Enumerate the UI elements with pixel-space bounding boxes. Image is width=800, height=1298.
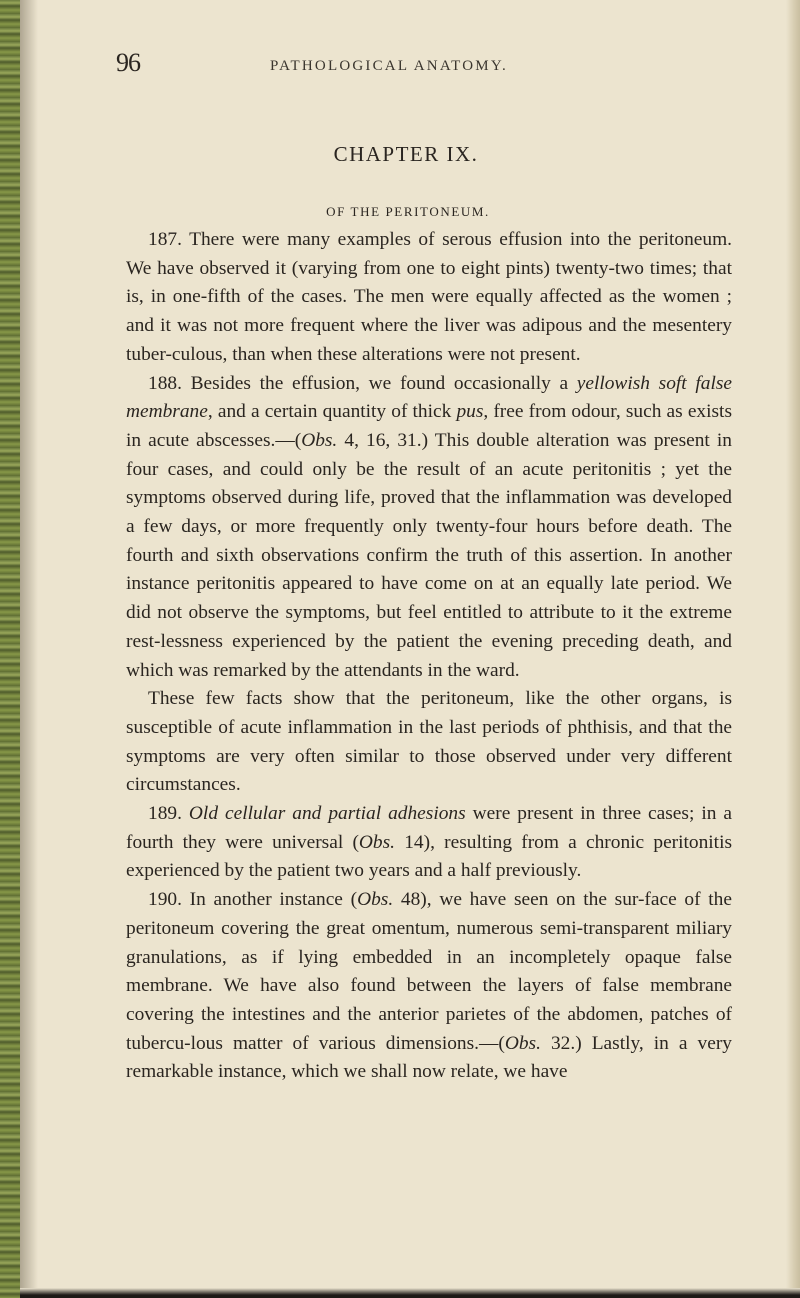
- text-segment: were present in three cases; in a fourth they were universal (: [126, 803, 732, 853]
- chapter-title: CHAPTER IX.: [333, 142, 479, 166]
- text-segment: These few facts show that the peritoneum, like the other organs, is susceptible of acute inflammation in the last periods of phthisis, and that the symptoms are very often similar to those observed under very different circumstances.: [126, 688, 732, 796]
- paragraph: [126, 685, 732, 800]
- text-segment: In another instance (: [181, 889, 358, 911]
- text-segment: 14), resulting from a chronic peritonitis experienced by the patient two years and a half previously.: [126, 831, 733, 882]
- book-binding: [0, 0, 20, 1298]
- text-segment: Obs.: [504, 1032, 541, 1054]
- paragraph-number: 189.: [148, 803, 182, 825]
- text-segment: Obs.: [301, 429, 338, 451]
- page-edge-bottom: [20, 1288, 800, 1298]
- text-segment: Besides the effusion, we found occasionally a: [181, 372, 577, 394]
- text-segment: 32.) Lastly, in a very remarkable instance, which we shall now relate, we have: [126, 1032, 732, 1083]
- page-number: 96: [116, 48, 140, 77]
- text-segment: There were many examples of serous effusion into the peritoneum. We have observed it (varying from one to eight pints) twenty-two times; that is, in one-fifth of the cases. The men were equally affected as the women ; and it was not more frequent where the liver was adipous and the mesentery tuber-culous, than when these alterations were not present.: [126, 229, 732, 365]
- running-head: PATHOLOGICAL ANATOMY.: [270, 58, 508, 74]
- paragraph-number: 190.: [148, 889, 182, 911]
- text-segment: Obs.: [358, 831, 395, 853]
- page-edge-right: [786, 0, 800, 1298]
- paragraph-number: 187.: [148, 229, 182, 250]
- paragraph-number: 188.: [148, 372, 182, 394]
- text-segment: yellowish soft false membrane: [126, 372, 732, 423]
- text-segment: , and a certain quantity of thick: [207, 401, 457, 423]
- text-segment: pus: [456, 401, 484, 423]
- paragraph: [126, 226, 732, 370]
- text-segment: Old cellular and partial adhesions: [188, 803, 466, 825]
- text-segment: 4, 16, 31.) This double alteration was present in four cases, and could only be the result of an acute peritonitis ; yet the symptoms observed during life, proved that the inflammation was developed a few days, or more frequently only twenty-four hours before death. The fourth and sixth observations confirm the truth of this assertion. In another instance peritonitis appeared to have come on at an equally late period. We did not observe the symptoms, but feel entitled to attribute to it the extreme rest-lessness experienced by the patient the evening preceding death, and which was remarked by the attendants in the ward.: [126, 429, 732, 681]
- section-title: OF THE PERITONEUM.: [326, 204, 490, 219]
- paragraph: [126, 800, 732, 886]
- paragraph: [126, 886, 732, 1087]
- text-segment: , free from odour, such as exists in acute abscesses.—(: [126, 401, 732, 451]
- text-segment: [182, 803, 189, 824]
- text-segment: Obs.: [357, 889, 394, 911]
- gutter-shadow: [20, 0, 38, 1298]
- text-segment: 48), we have seen on the sur-face of the peritoneum covering the great omentum, numerous semi-transparent miliary granulations, as if lying embedded in an incompletely opaque false membrane. We have also found between the layers of false membrane covering the intestines and the anterior parietes of the abdomen, patches of tubercu-lous matter of various dimensions.—(: [126, 889, 732, 1054]
- paragraph: [126, 370, 732, 686]
- body-text: [126, 226, 732, 1087]
